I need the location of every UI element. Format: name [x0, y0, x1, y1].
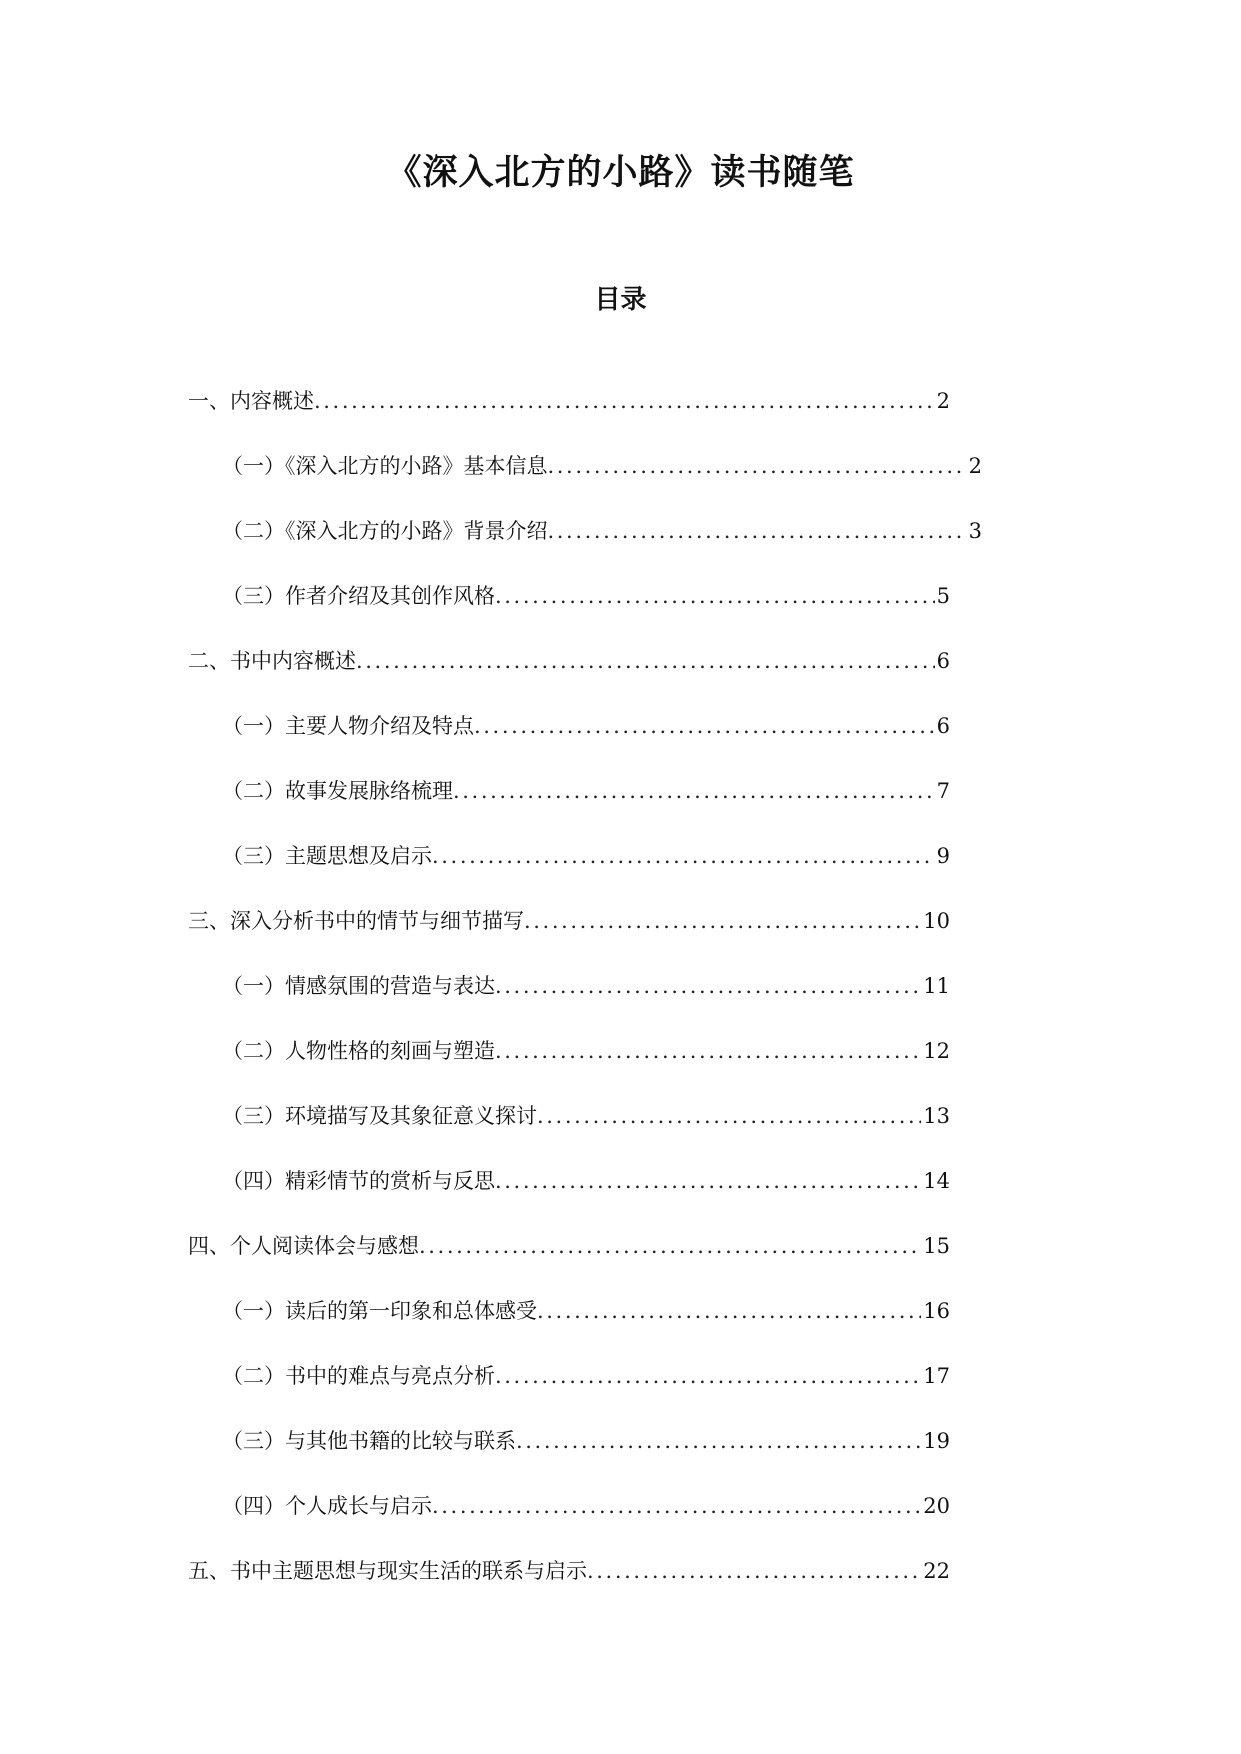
toc-dot-leader [495, 1165, 921, 1197]
toc-dot-leader [495, 1360, 921, 1392]
toc-entry-label: （三）主题思想及启示 [222, 844, 432, 868]
toc-dot-leader [548, 450, 967, 482]
toc-page-number: 15 [923, 1234, 950, 1258]
toc-entry[interactable] [222, 775, 950, 840]
toc-entry-label: （一）情感氛围的营造与表达 [222, 974, 495, 998]
toc-entry[interactable] [222, 580, 950, 645]
toc-page-number: 20 [923, 1494, 950, 1518]
toc-entry[interactable] [188, 905, 950, 970]
toc-entry[interactable] [222, 1035, 950, 1100]
toc-entry-label: 五、书中主题思想与现实生活的联系与启示 [188, 1559, 587, 1583]
toc-page-number: 17 [923, 1364, 950, 1388]
toc-entry-label: （二）书中的难点与亮点分析 [222, 1364, 495, 1388]
toc-dot-leader [314, 385, 935, 417]
toc-entry[interactable] [222, 840, 950, 905]
toc-page-number: 11 [923, 974, 950, 998]
toc-page-number: 6 [936, 714, 950, 738]
toc-entry-label: （三）环境描写及其象征意义探讨 [222, 1104, 537, 1128]
toc-entry[interactable] [188, 1555, 950, 1620]
toc-entry-label: 三、深入分析书中的情节与细节描写 [188, 909, 524, 933]
toc-page-number: 22 [923, 1559, 950, 1583]
toc-page-number: 19 [923, 1429, 950, 1453]
toc-entry[interactable] [222, 710, 950, 775]
toc-dot-leader [432, 1490, 921, 1522]
toc-page-number: 5 [936, 584, 950, 608]
toc-page-number: 6 [936, 649, 950, 673]
toc-dot-leader [537, 1295, 921, 1327]
toc-entry-label: （二）《深入北方的小路》背景介绍 [222, 519, 548, 543]
toc-entry[interactable] [222, 1425, 950, 1490]
toc-page-number: 10 [923, 909, 950, 933]
toc-dot-leader [474, 710, 935, 742]
toc-entry[interactable] [188, 1230, 950, 1295]
toc-entry[interactable] [222, 1100, 950, 1165]
toc-entry-label: 四、个人阅读体会与感想 [188, 1234, 419, 1258]
toc-entry[interactable] [188, 645, 950, 710]
toc-page-number: 9 [936, 844, 950, 868]
toc-entry-label: （二）故事发展脉络梳理 [222, 779, 453, 803]
toc-dot-leader [495, 580, 935, 612]
toc-dot-leader [587, 1555, 921, 1587]
toc-page-number: 7 [936, 779, 950, 803]
toc-entry-label: （三）与其他书籍的比较与联系 [222, 1429, 516, 1453]
toc-entry-label: （四）精彩情节的赏析与反思 [222, 1169, 495, 1193]
toc-heading: 目录 [594, 285, 647, 315]
toc-page-number: 14 [923, 1169, 950, 1193]
toc-page-number: 3 [968, 519, 982, 543]
toc-entry[interactable] [222, 1490, 950, 1555]
toc-entry[interactable] [222, 515, 982, 580]
toc-entry[interactable] [222, 1295, 950, 1360]
toc-dot-leader [356, 645, 935, 677]
toc-dot-leader [516, 1425, 921, 1457]
toc-page-number: 16 [923, 1299, 950, 1323]
toc-page-number: 12 [923, 1039, 950, 1063]
toc-dot-leader [548, 515, 967, 547]
toc-entry-label: （一）读后的第一印象和总体感受 [222, 1299, 537, 1323]
toc-entry[interactable] [222, 1360, 950, 1425]
toc-dot-leader [453, 775, 935, 807]
toc-entry-label: 二、书中内容概述 [188, 649, 356, 673]
toc-entry-label: （一）《深入北方的小路》基本信息 [222, 454, 548, 478]
toc-entry-label: 一、内容概述 [188, 389, 314, 413]
toc-dot-leader [537, 1100, 921, 1132]
toc-dot-leader [419, 1230, 921, 1262]
toc-entry[interactable] [222, 970, 950, 1035]
toc-entry[interactable] [222, 450, 982, 515]
toc-entry-label: （一）主要人物介绍及特点 [222, 714, 474, 738]
toc-page-number: 2 [936, 389, 950, 413]
toc-entry-label: （四）个人成长与启示 [222, 1494, 432, 1518]
document-title: 《深入北方的小路》读书随笔 [386, 153, 855, 193]
toc-dot-leader [495, 970, 921, 1002]
toc-entry-label: （三）作者介绍及其创作风格 [222, 584, 495, 608]
toc-dot-leader [432, 840, 935, 872]
toc-page-number: 2 [968, 454, 982, 478]
toc-dot-leader [495, 1035, 921, 1067]
table-of-contents [0, 385, 1241, 1620]
toc-page-number: 13 [923, 1104, 950, 1128]
toc-entry-label: （二）人物性格的刻画与塑造 [222, 1039, 495, 1063]
toc-dot-leader [524, 905, 921, 937]
toc-entry[interactable] [222, 1165, 950, 1230]
toc-entry[interactable] [188, 385, 950, 450]
